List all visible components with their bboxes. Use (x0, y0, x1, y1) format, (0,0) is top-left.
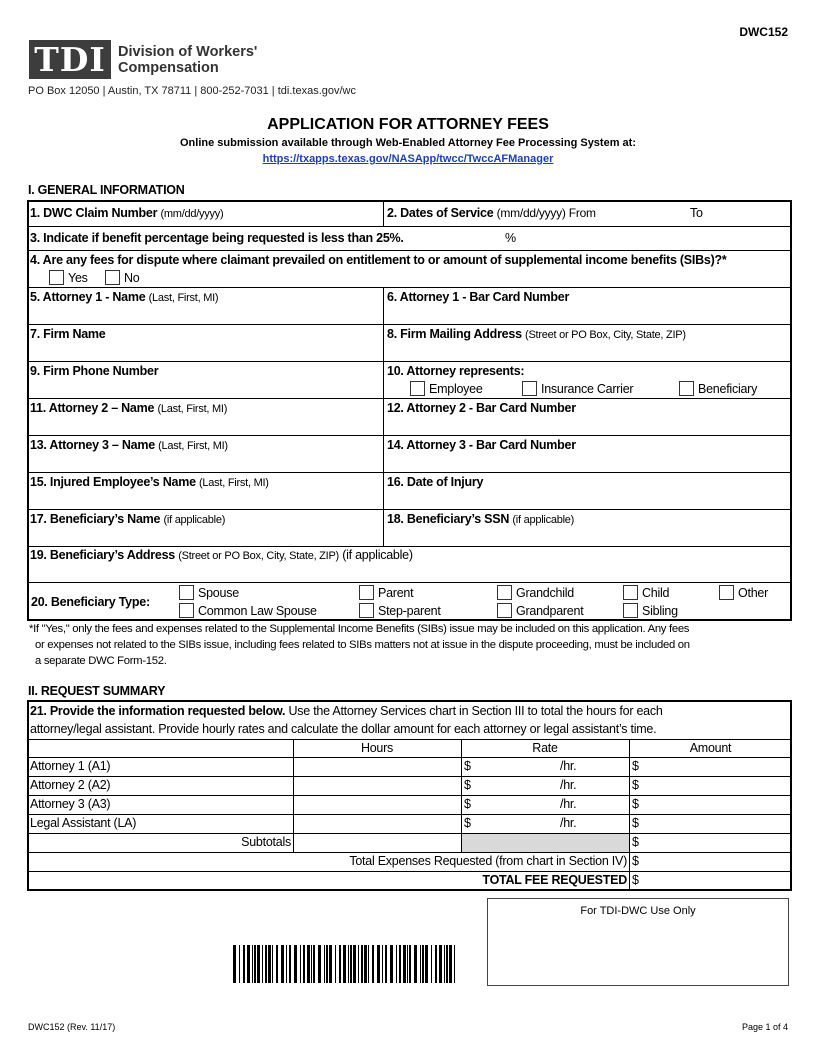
rate-dollar: $ (464, 816, 471, 830)
barcode-bar (313, 945, 315, 983)
rate-per-hour: /hr. (560, 816, 577, 830)
barcode (233, 945, 457, 983)
checkbox[interactable] (410, 381, 425, 396)
barcode-bar (425, 945, 428, 983)
barcode-bar (268, 945, 271, 983)
barcode-bar (281, 945, 284, 983)
summary-row-label: Legal Assistant (LA) (30, 816, 137, 830)
barcode-bar (399, 945, 401, 983)
barcode-bar (414, 945, 417, 983)
type-spouse[interactable]: Spouse (179, 585, 239, 600)
barcode-bar (403, 945, 406, 983)
type-other[interactable]: Other (719, 585, 768, 600)
amount-field[interactable]: $ (632, 816, 639, 830)
checkbox[interactable] (105, 270, 120, 285)
barcode-bar (233, 945, 236, 983)
total-fee-label: TOTAL FEE REQUESTED (482, 873, 627, 887)
amount-field[interactable]: $ (632, 797, 639, 811)
rate-dollar: $ (464, 797, 471, 811)
type-step-parent[interactable]: Step-parent (359, 603, 441, 618)
barcode-bar (257, 945, 260, 983)
represents-carrier-option[interactable]: Insurance Carrier (522, 381, 633, 396)
type-child[interactable]: Child (623, 585, 669, 600)
logo-mark: TDI (29, 40, 111, 79)
online-submission-link[interactable]: https://txapps.texas.gov/NASApp/twcc/TwccAFManager (262, 153, 554, 165)
col-rate: Rate (532, 741, 558, 755)
summary-row-label: Attorney 1 (A1) (30, 759, 111, 773)
barcode-bar (454, 945, 455, 983)
barcode-bar (377, 945, 380, 983)
expenses-amount-field[interactable]: $ (632, 854, 639, 868)
barcode-bar (335, 945, 336, 983)
beneficiary-name-field[interactable]: 17. Beneficiary’s Name (if applicable) (30, 512, 226, 526)
barcode-bar (358, 945, 359, 983)
barcode-bar (326, 945, 328, 983)
page-number: Page 1 of 4 (741, 1022, 788, 1032)
barcode-bar (420, 945, 421, 983)
barcode-bar (300, 945, 301, 983)
col-amount: Amount (689, 741, 732, 755)
barcode-bar (353, 945, 356, 983)
barcode-bar (318, 945, 321, 983)
attorney2-bar-card-field[interactable]: 12. Attorney 2 - Bar Card Number (387, 401, 576, 415)
barcode-bar (247, 945, 250, 983)
barcode-bar (446, 945, 448, 983)
attorney2-name-field[interactable]: 11. Attorney 2 – Name (Last, First, MI) (30, 401, 228, 415)
page-title: APPLICATION FOR ATTORNEY FEES (267, 116, 549, 133)
checkbox[interactable] (359, 585, 374, 600)
barcode-bar (265, 945, 267, 983)
checkbox[interactable] (497, 585, 512, 600)
amount-field[interactable]: $ (632, 778, 639, 792)
checkbox[interactable] (679, 381, 694, 396)
barcode-bar (409, 945, 411, 983)
barcode-bar (435, 945, 437, 983)
hours-field[interactable] (294, 815, 460, 833)
logo-line1: Division of Workers' (118, 44, 258, 60)
checkbox[interactable] (623, 603, 638, 618)
beneficiary-type-label: 20. Beneficiary Type: (31, 595, 150, 609)
barcode-bar (444, 945, 445, 983)
barcode-bar (294, 945, 297, 983)
office-use-box (487, 898, 789, 986)
revision-label: DWC152 (Rev. 11/17) (28, 1022, 116, 1032)
barcode-bar (431, 945, 432, 983)
hours-field[interactable] (294, 796, 460, 814)
subtotal-amount-field[interactable]: $ (632, 835, 639, 849)
benefit-percentage-field[interactable]: % (505, 231, 516, 245)
represents-employee-option[interactable]: Employee (410, 381, 483, 396)
type-parent[interactable]: Parent (359, 585, 413, 600)
agency-address: PO Box 12050 | Austin, TX 78711 | 800-252-7031 | tdi.texas.gov/wc (28, 85, 356, 97)
barcode-bar (390, 945, 393, 983)
barcode-bar (276, 945, 278, 983)
barcode-bar (329, 945, 332, 983)
attorney-represents-label: 10. Attorney represents: (387, 364, 525, 378)
firm-name-field[interactable]: 7. Firm Name (30, 327, 106, 341)
rate-per-hour: /hr. (560, 797, 577, 811)
hours-field[interactable] (294, 777, 460, 795)
barcode-bar (439, 945, 442, 983)
firm-address-field[interactable]: 8. Firm Mailing Address (Street or PO Box, City, State, ZIP) (387, 327, 686, 341)
barcode-bar (262, 945, 263, 983)
office-use-label: For TDI-DWC Use Only (580, 905, 696, 917)
subtotals-label: Subtotals (241, 835, 291, 849)
col-hours: Hours (360, 741, 394, 755)
rate-dollar: $ (464, 778, 471, 792)
barcode-bar (307, 945, 310, 983)
attorney1-name-field[interactable]: 5. Attorney 1 - Name (Last, First, MI) (30, 290, 219, 304)
checkbox[interactable] (179, 603, 194, 618)
barcode-bar (396, 945, 397, 983)
barcode-bar (239, 945, 240, 983)
firm-phone-field[interactable]: 9. Firm Phone Number (30, 364, 159, 378)
barcode-bar (385, 945, 387, 983)
injured-employee-name-field[interactable]: 15. Injured Employee’s Name (Last, First, MI) (30, 475, 269, 489)
type-sibling[interactable]: Sibling (623, 603, 678, 618)
sibs-no-option[interactable]: No (105, 270, 139, 285)
dates-of-service-field[interactable]: 2. Dates of Service (mm/dd/yyyy) From (387, 206, 596, 220)
form-id: DWC152 (739, 25, 788, 39)
barcode-bar (364, 945, 367, 983)
barcode-bar (382, 945, 383, 983)
checkbox[interactable] (49, 270, 64, 285)
type-common-law-spouse[interactable]: Common Law Spouse (179, 603, 317, 618)
barcode-bar (348, 945, 349, 983)
checkbox[interactable] (497, 603, 512, 618)
beneficiary-ssn-field[interactable]: 18. Beneficiary’s SSN (if applicable) (387, 512, 575, 526)
checkbox[interactable] (179, 585, 194, 600)
barcode-bar (311, 945, 312, 983)
barcode-bar (372, 945, 374, 983)
barcode-bar (361, 945, 363, 983)
attorney3-bar-card-field[interactable]: 14. Attorney 3 - Bar Card Number (387, 438, 576, 452)
claim-number-field[interactable]: 1. DWC Claim Number (mm/dd/yyyy) (30, 206, 224, 220)
barcode-bar (303, 945, 305, 983)
barcode-bar (286, 945, 287, 983)
barcode-bar (289, 945, 291, 983)
barcode-bar (252, 945, 253, 983)
barcode-bar (339, 945, 341, 983)
beneficiary-address-field[interactable]: 19. Beneficiary’s Address (Street or PO Box, City, State, ZIP) (if applicable) (30, 548, 413, 562)
expenses-label: Total Expenses Requested (from chart in Section IV) (349, 854, 627, 868)
sibs-dispute-question: 4. Are any fees for dispute where claimant prevailed on entitlement to or amount of supplemental income benefits (SIBs)?* (30, 253, 727, 267)
type-grandchild[interactable]: Grandchild (497, 585, 574, 600)
represents-beneficiary-option[interactable]: Beneficiary (679, 381, 757, 396)
logo-line2: Compensation (118, 60, 219, 76)
attorney3-name-field[interactable]: 13. Attorney 3 – Name (Last, First, MI) (30, 438, 228, 452)
checkbox[interactable] (719, 585, 734, 600)
hours-field[interactable] (294, 758, 460, 776)
type-grandparent[interactable]: Grandparent (497, 603, 583, 618)
barcode-bar (407, 945, 408, 983)
rate-per-hour: /hr. (560, 778, 577, 792)
summary-row-label: Attorney 3 (A3) (30, 797, 111, 811)
rate-dollar: $ (464, 759, 471, 773)
barcode-bar (272, 945, 273, 983)
attorney1-bar-card-field[interactable]: 6. Attorney 1 - Bar Card Number (387, 290, 570, 304)
barcode-bar (449, 945, 452, 983)
benefit-percentage-label: 3. Indicate if benefit percentage being requested is less than 25%. (30, 231, 404, 245)
checkbox[interactable] (522, 381, 537, 396)
summary-row-label: Attorney 2 (A2) (30, 778, 111, 792)
amount-field[interactable]: $ (632, 759, 639, 773)
rate-per-hour: /hr. (560, 759, 577, 773)
barcode-bar (324, 945, 325, 983)
sibs-yes-option[interactable]: Yes (49, 270, 88, 285)
subtitle: Online submission available through Web-Enabled Attorney Fee Processing System at: (180, 137, 636, 149)
dates-to-label: To (690, 206, 703, 220)
request-intro: 21. Provide the information requested below. Use the Attorney Services chart in Section III to total the hours for each (30, 704, 663, 718)
barcode-bar (254, 945, 256, 983)
request-intro-2: attorney/legal assistant. Provide hourly rates and calculate the dollar amount for each attorney or legal assistant’s time. (30, 722, 657, 736)
barcode-bar (350, 945, 352, 983)
barcode-bar (343, 945, 346, 983)
section2-heading: II. REQUEST SUMMARY (28, 684, 166, 698)
date-of-injury-field[interactable]: 16. Date of Injury (387, 475, 484, 489)
checkbox[interactable] (359, 603, 374, 618)
checkbox[interactable] (623, 585, 638, 600)
barcode-bar (368, 945, 369, 983)
total-fee-field[interactable]: $ (632, 873, 639, 887)
barcode-bar (243, 945, 245, 983)
barcode-bar (422, 945, 424, 983)
section1-heading: I. GENERAL INFORMATION (28, 183, 185, 197)
